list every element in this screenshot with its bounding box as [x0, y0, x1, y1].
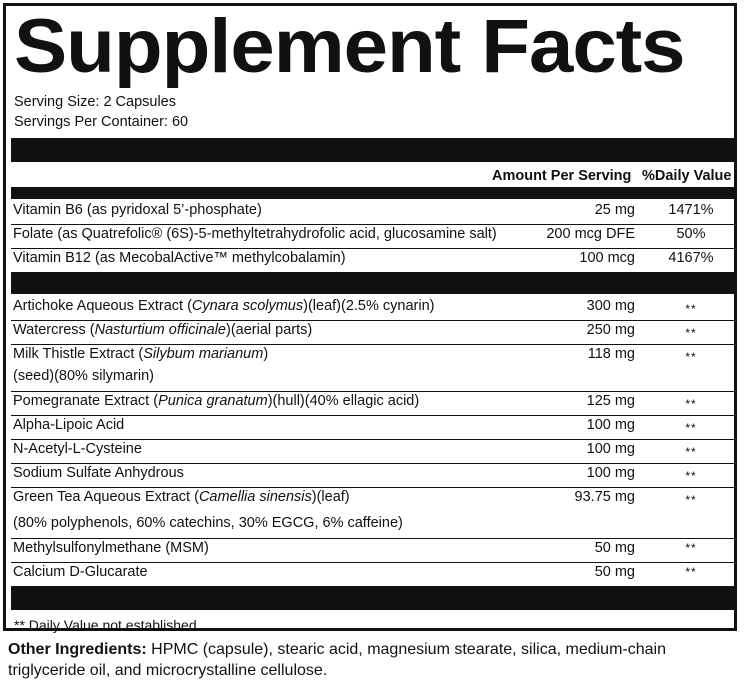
header-bar-bottom	[11, 187, 735, 199]
nutrient-daily-value: 1471%	[668, 202, 714, 218]
supplement-facts-panel	[3, 3, 737, 631]
nutrient-amount: 200 mcg DFE	[546, 226, 635, 242]
ingredient-amount: 50 mg	[594, 564, 635, 580]
nutrient-name: Folate (as Quatrefolic® (6S)-5-methyltetrahydrofolic acid, glucosamine salt)	[13, 226, 497, 242]
table-row	[11, 538, 735, 562]
ingredient-daily-value: **	[685, 469, 697, 483]
ingredient-name: Alpha-Lipoic Acid	[13, 417, 125, 433]
servings-per-container: Servings Per Container: 60	[14, 114, 189, 130]
ingredient-amount: 50 mg	[594, 540, 635, 556]
ingredient-daily-value: **	[685, 421, 697, 435]
ingredient-name: Milk Thistle Extract (Silybum marianum)	[13, 346, 269, 362]
ingredient-amount: 100 mg	[586, 465, 635, 481]
table-row	[11, 344, 735, 390]
ingredient-daily-value: **	[685, 350, 697, 364]
ingredient-daily-value: **	[685, 493, 697, 507]
table-row	[11, 200, 735, 224]
serving-size: Serving Size: 2 Capsules	[14, 94, 176, 110]
nutrient-amount: 25 mg	[594, 202, 635, 218]
footer-bar	[11, 586, 735, 610]
ingredient-name: Methylsulfonylmethane (MSM)	[13, 540, 209, 556]
other-ingredients-label: Other Ingredients:	[8, 641, 147, 658]
ingredient-daily-value: **	[685, 397, 697, 411]
nutrient-name: Vitamin B6 (as pyridoxal 5’-phosphate)	[13, 202, 262, 218]
nutrient-name: Vitamin B12 (as MecobalActive™ methylcobalamin)	[13, 250, 346, 266]
ingredient-name: Pomegranate Extract (Punica granatum)(hull)(40% ellagic acid)	[13, 393, 420, 409]
ingredient-name: Calcium D-Glucarate	[13, 564, 148, 580]
ingredient-name: Watercress (Nasturtium officinale)(aerial parts)	[13, 322, 313, 338]
ingredient-amount: 250 mg	[586, 322, 635, 338]
table-row	[11, 248, 735, 272]
header-bar-top	[11, 138, 735, 162]
table-row	[11, 562, 735, 586]
ingredient-daily-value: **	[685, 302, 697, 316]
ingredient-name-line2: (seed)(80% silymarin)	[13, 368, 155, 384]
table-row	[11, 415, 735, 439]
ingredient-amount: 100 mg	[586, 441, 635, 457]
ingredient-daily-value: **	[685, 565, 697, 579]
ingredient-name: Green Tea Aqueous Extract (Camellia sinensis)(leaf)	[13, 489, 350, 505]
table-row	[11, 487, 735, 537]
ingredient-name: Sodium Sulfate Anhydrous	[13, 465, 184, 481]
nutrient-daily-value: 50%	[676, 226, 706, 242]
table-row	[11, 320, 735, 344]
other-ingredients	[8, 639, 736, 681]
nutrient-amount: 100 mcg	[579, 250, 635, 266]
table-row	[11, 463, 735, 487]
ingredient-daily-value: **	[685, 541, 697, 555]
ingredient-daily-value: **	[685, 326, 697, 340]
ingredient-daily-value: **	[685, 445, 697, 459]
footnote: ** Daily Value not established.	[14, 617, 201, 633]
table-row	[11, 391, 735, 415]
ingredient-name-line2: (80% polyphenols, 60% catechins, 30% EGCG, 6% caffeine)	[13, 515, 403, 531]
table-row	[11, 439, 735, 463]
panel-title: Supplement Facts	[14, 4, 685, 89]
ingredient-amount: 300 mg	[586, 298, 635, 314]
ingredient-amount: 93.75 mg	[574, 489, 635, 505]
daily-value-header: %Daily Value	[642, 168, 732, 184]
ingredient-amount: 100 mg	[586, 417, 635, 433]
other-ingredients-text: HPMC (capsule), stearic acid, magnesium stearate, silica, medium-chain triglyceride oil, and microcrystalline cellulose.	[8, 641, 666, 679]
table-row	[11, 224, 735, 248]
nutrient-daily-value: 4167%	[668, 250, 714, 266]
ingredient-name: Artichoke Aqueous Extract (Cynara scolymus)(leaf)(2.5% cynarin)	[13, 298, 435, 314]
ingredient-name: N-Acetyl-L-Cysteine	[13, 441, 142, 457]
ingredient-amount: 118 mg	[587, 346, 635, 362]
amount-per-serving-header: Amount Per Serving	[492, 168, 632, 184]
table-row	[11, 296, 735, 320]
ingredient-amount: 125 mg	[586, 393, 635, 409]
section-bar	[11, 272, 735, 294]
